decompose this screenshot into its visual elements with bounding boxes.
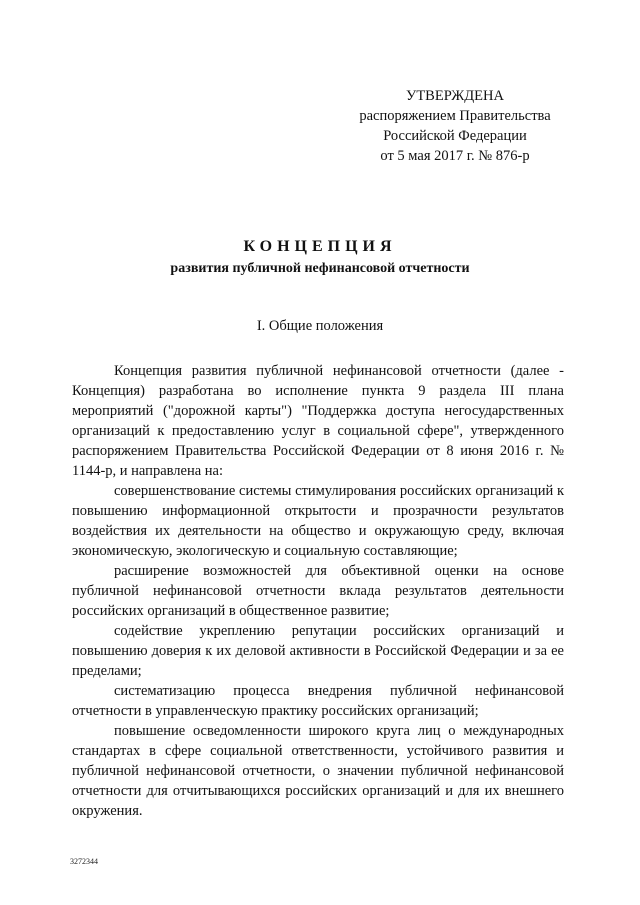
document-body [72,361,564,821]
paragraph-intro: Концепция развития публичной нефинансовой отчетности (далее - Концепция) разработана во исполнение пункта 9 раздела III плана мероприятий ("дорожной карты") "Поддержка доступа негосударственных организаций к предоставлению услуг в социальной сфере", утвержденного распоряжением Правительства Российской Федерации от 8 июня 2016 г. № 1144-р, и направлена на: [72,363,564,479]
paragraph-item: повышение осведомленности широкого круга лиц о международных стандартах в сфере социальной ответственности, устойчивого развития и публичной нефинансовой отчетности, о значении публичной нефинансовой отчетности для отчитывающихся российских организаций и для их внешнего окружения. [72,723,564,819]
approval-country: Российской Федерации [383,128,527,144]
approval-status: УТВЕРЖДЕНА [406,88,504,104]
document-code: 3272344 [70,857,98,866]
document-title: КОНЦЕПЦИЯ [243,238,397,255]
approval-block [350,86,560,166]
approval-date-number: от 5 мая 2017 г. № 876-р [380,148,530,164]
paragraph-item: совершенствование системы стимулирования российских организаций к повышению информационной открытости и прозрачности результатов воздействия их деятельности на общество и окружающую среду, включая экономическую, экологическую и социальную составляющие; [72,483,564,559]
document-subtitle: развития публичной нефинансовой отчетности [170,261,470,276]
paragraph-item: расширение возможностей для объективной оценки на основе публичной нефинансовой отчетности вклада результатов деятельности российских организаций в общественное развитие; [72,563,564,619]
paragraph-item: систематизацию процесса внедрения публичной нефинансовой отчетности в управленческую практику российских организаций; [72,683,564,719]
paragraph-item: содействие укреплению репутации российских организаций и повышению доверия к их деловой активности в Российской Федерации и за ее пределами; [72,623,564,679]
section-heading: I. Общие положения [256,318,384,334]
approval-authority: распоряжением Правительства [359,108,551,124]
